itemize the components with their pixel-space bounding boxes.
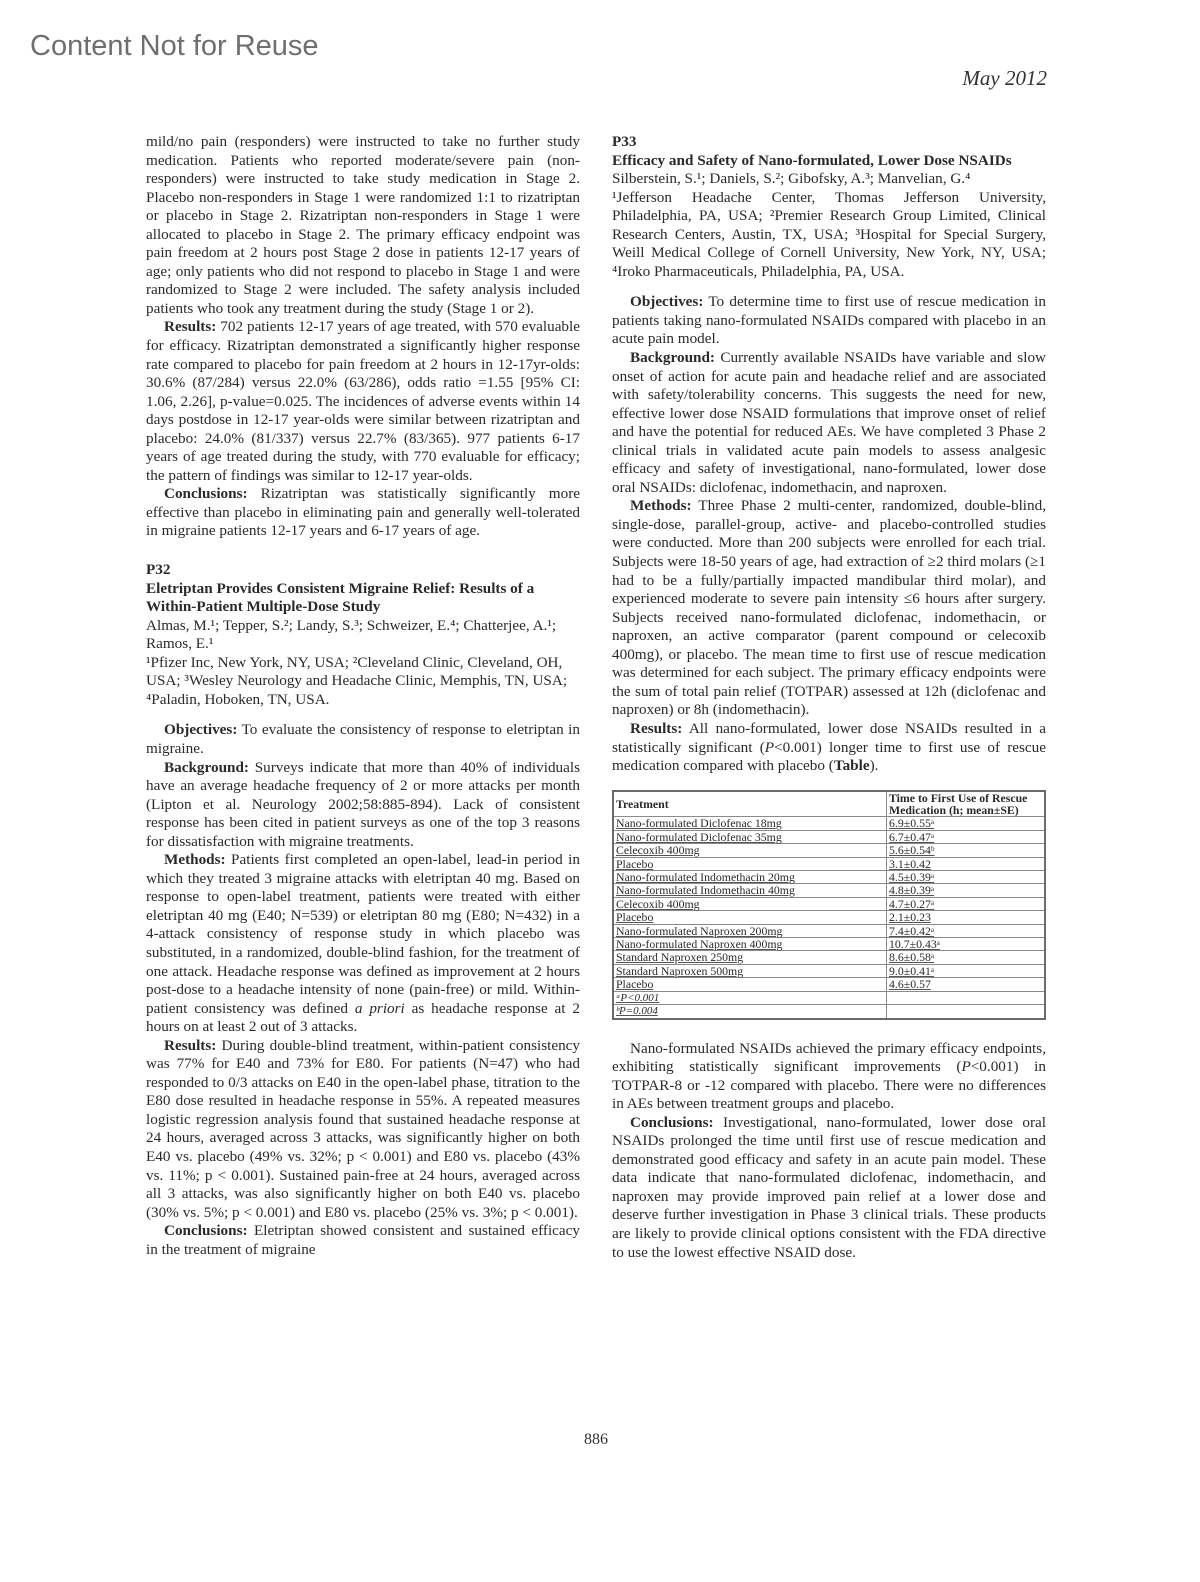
section-heading: Objectives: (164, 721, 238, 739)
abstract-title: Efficacy and Safety of Nano-formulated, Lower Dose NSAIDs (612, 151, 1012, 169)
value-cell: 9.0±0.41ᵃ (887, 964, 1046, 977)
treatment-cell: Placebo (613, 857, 887, 870)
p32-objectives (146, 721, 580, 758)
treatment-cell: Nano-formulated Indomethacin 20mg (613, 871, 887, 884)
italic-text: P (961, 1058, 971, 1076)
p31-methods-continued: mild/no pain (responders) were instructed to take no further study medication. Patients who reported moderate/severe pain (non-responders) were instructed to take study medication in Stage 2. Placebo non-responders in Stage 1 were randomized 1:1 to rizatriptan or placebo in Stage 2. Rizatriptan non-responders in Stage 1 were allocated to placebo in Stage 2. The primary efficacy endpoint was pain freedom at 2 hours post Stage 2 dose in patients 12-17 years of age; only patients who did not respond to placebo in Stage 1 and were randomized to Stage 2 were included. The safety analysis included patients who took any treatment during the study (Stage 1 or 2). (146, 133, 580, 317)
treatment-cell: Standard Naproxen 250mg (613, 951, 887, 964)
body-text: Currently available NSAIDs have variable and slow onset of action for acute pain and headache relief and are associated with safety/tolerability concerns. This suggests the need for new, effective lower dose NSAID formulations that improve onset of relief and have the potential for reduced AEs. We have completed 3 Phase 2 clinical trials in validated acute pain models to assess analgesic efficacy and safety of investigational, nano-formulated, lower dose oral NSAIDs: diclofenac, indomethacin, and naproxen. (612, 349, 1046, 496)
treatment-cell: Nano-formulated Diclofenac 18mg (613, 817, 887, 830)
table-row (613, 871, 1045, 884)
section-heading: Background: (164, 758, 249, 776)
table-header-treatment: Treatment (613, 791, 887, 817)
p33-conclusions (612, 1114, 1046, 1262)
table-row (613, 951, 1045, 964)
value-cell: 5.6±0.54ᵇ (887, 844, 1046, 857)
table-header-time: Time to First Use of Rescue Medication (h; mean±SE) (887, 791, 1046, 817)
table-reference: Table (833, 757, 870, 775)
treatment-cell: Nano-formulated Indomethacin 40mg (613, 884, 887, 897)
value-cell: 4.6±0.57 (887, 978, 1046, 991)
value-cell: 4.5±0.39ᵃ (887, 871, 1046, 884)
body-text: Nano-formulated NSAIDs achieved the primary efficacy endpoints, exhibiting statistically significant improvements ( (612, 1039, 1046, 1076)
body-text: Patients first completed an open-label, lead-in period in which they treated 3 migraine attacks with eletriptan 40 mg. Based on response to open-label treatment, patients were treated with either eletriptan 40 mg (E40; N=539) or eletriptan 80 mg (E80; N=432) in a 4-attack consistency of response study in which placebo was substituted, in a randomized, double-blind fashion, for the treatment of one attack. Headache response was defined as improvement at 2 hours post-dose to a headache intensity of none (pain-free) or mild. Within-patient consistency was defined (146, 851, 580, 1017)
table-row (613, 897, 1045, 910)
table-row (613, 857, 1045, 870)
table-row (613, 830, 1045, 843)
table-row (613, 844, 1045, 857)
body-text: To evaluate the consistency of response to eletriptan in migraine. (146, 721, 580, 757)
body-text: To determine time to first use of rescue medication in patients taking nano-formulated NSAIDs compared with placebo in an acute pain model. (612, 293, 1046, 348)
abstract-authors: Silberstein, S.¹; Daniels, S.²; Gibofsky, A.³; Manvelian, G.⁴ (612, 170, 971, 188)
section-heading: Conclusions: (164, 1222, 248, 1240)
section-heading: Background: (630, 349, 715, 367)
section-heading: Results: (164, 1036, 217, 1054)
abstract-authors: Almas, M.¹; Tepper, S.²; Landy, S.³; Schweizer, E.⁴; Chatterjee, A.¹; Ramos, E.¹ (146, 616, 557, 653)
p33-background (612, 349, 1046, 497)
p32-methods (146, 851, 580, 1036)
treatment-cell: Placebo (613, 978, 887, 991)
table-row (613, 924, 1045, 937)
p32-results (146, 1037, 580, 1222)
body-text: Investigational, nano-formulated, lower dose oral NSAIDs prolonged the time until first use of rescue medication and demonstrated good efficacy and safety in an acute pain model. These data indicate that nano-formulated diclofenac, indomethacin, and naproxen may provide improved pain relief at a lower dose and deserve further investigation in Phase 3 clinical trials. These products are likely to provide clinical options consistent with the FDA directive to use the lowest effective NSAID dose. (612, 1113, 1046, 1261)
p33-results-continued (612, 1040, 1046, 1114)
right-column (612, 133, 1046, 1262)
table-row (613, 964, 1045, 977)
body-text: During double-blind treatment, within-patient consistency was 77% for E40 and 73% for E80. For patients (N=47) who had responded to 0/3 attacks on E40 in the open-label phase, titration to the E80 dose resulted in headache response in 55%. A repeated measures logistic regression analysis found that sustained headache response at 24 hours, averaged across 3 attacks, was significantly higher on both E40 vs. placebo (49% vs. 32%; p < 0.001) and E80 vs. placebo (43% vs. 11%; p < 0.001). Sustained pain-free at 24 hours, averaged across all 3 attacks, was also significantly higher on both E40 vs. placebo (30% vs. 5%; p < 0.001) and E80 vs. placebo (25% vs. 3%; p < 0.001). (146, 1036, 580, 1221)
italic-text: a priori (354, 999, 405, 1017)
treatment-cell: Placebo (613, 911, 887, 924)
value-cell: 10.7±0.43ᵃ (887, 938, 1046, 951)
value-cell: 7.4±0.42ᵃ (887, 924, 1046, 937)
body-text: <0.001) longer time to first use of rescue medication compared with placebo ( (612, 738, 1046, 775)
results-table (612, 790, 1046, 1020)
issue-date: May 2012 (962, 66, 1047, 90)
table-header-row (613, 791, 1045, 817)
abstract-affiliations: ¹Pfizer Inc, New York, NY, USA; ²Cleveland Clinic, Cleveland, OH, USA; ³Wesley Neurology and Headache Clinic, Memphis, TN, USA; ⁴Paladin, Hoboken, TN, USA. (146, 653, 568, 708)
p32-conclusions (146, 1222, 580, 1259)
value-cell: 6.7±0.47ᵃ (887, 830, 1046, 843)
body-text: Three Phase 2 multi-center, randomized, double-blind, single-dose, parallel-group, active- and placebo-controlled studies were conducted. More than 200 subjects were enrolled for each trial. Subjects were 18-50 years of age, had extraction of ≥2 third molars (≥1 had to be a fully/partially impacted mandibular third molar), and experienced moderate to severe pain intensity ≤6 hours after surgery. Subjects received nano-formulated diclofenac, indomethacin, or naproxen, an active comparator (parent compound or celecoxib 400mg), or placebo. The mean time to first use of rescue medication was determined for each subject. The primary efficacy endpoints were the sum of total pain relief (TOTPAR) assessed at 12h (diclofenac and naproxen) or 8h (indomethacin). (612, 497, 1046, 719)
value-cell: 3.1±0.42 (887, 857, 1046, 870)
section-heading: Objectives: (630, 293, 704, 311)
treatment-cell: Standard Naproxen 500mg (613, 964, 887, 977)
watermark: Content Not for Reuse (30, 30, 319, 62)
body-text: 702 patients 12-17 years of age treated, with 570 evaluable for efficacy. Rizatriptan demonstrated a significantly higher response rate compared to placebo for pain freedom at 2 hours in 12-17yr-olds: 30.6% (87/284) versus 22.0% (63/286), odds ratio =1.55 [95% CI: 1.06, 2.26], p-value=0.025. The incidences of adverse events within 14 days postdose in 12-17 year-olds were similar between rizatriptan and placebo: 24.0% (81/337) versus 22.7% (83/365). 977 patients 6-17 years of age treated during the study, with 770 evaluable for efficacy; the pattern of findings was similar to 12-17 year-olds. (146, 318, 580, 484)
p31-results (146, 318, 580, 485)
table-body (613, 817, 1045, 991)
section-heading: Results: (164, 318, 217, 336)
value-cell: 4.8±0.39ᵃ (887, 884, 1046, 897)
table-footnote-row (613, 991, 1045, 1004)
treatment-cell: Celecoxib 400mg (613, 897, 887, 910)
table-row (613, 817, 1045, 830)
table-footnote: ᵇP=0.004 (613, 1005, 887, 1019)
abstract-id: P33 (612, 133, 637, 150)
table-footnote-empty (887, 1005, 1046, 1019)
body-text: <0.001) in TOTPAR-8 or -12 compared with placebo. There were no differences in AEs between treatment groups and placebo. (612, 1058, 1046, 1113)
abstract-title: Eletriptan Provides Consistent Migraine Relief: Results of a Within-Patient Multiple-Dose Study (146, 579, 535, 616)
abstract-affiliations: ¹Jefferson Headache Center, Thomas Jefferson University, Philadelphia, PA, USA; ²Premier Research Group Limited, Clinical Research Centers, Austin, TX, USA; ³Hospital for Special Surgery, Weill Medical College of Cornell University, New York, NY, USA; ⁴Iroko Pharmaceuticals, Philadelphia, PA, USA. (612, 188, 1046, 280)
value-cell: 4.7±0.27ᵃ (887, 897, 1046, 910)
table-row (613, 911, 1045, 924)
section-heading: Results: (630, 719, 683, 737)
p33-results (612, 720, 1046, 776)
section-heading: Conclusions: (164, 485, 248, 503)
page-number: 886 (584, 1431, 608, 1448)
treatment-cell: Celecoxib 400mg (613, 844, 887, 857)
section-heading: Methods: (164, 851, 226, 869)
body-text: All nano-formulated, lower dose NSAIDs resulted in a statistically significant ( (612, 719, 1046, 756)
table-row (613, 978, 1045, 991)
abstract-id: P32 (146, 561, 171, 579)
p33-objectives (612, 293, 1046, 349)
left-column (146, 133, 580, 1259)
table-footnote-row (613, 1005, 1045, 1019)
table-footnote: ᵃP<0.001 (613, 991, 887, 1004)
italic-text: P (764, 738, 775, 756)
body-text: Rizatriptan was statistically significantly more effective than placebo in eliminating pain and generally well-tolerated in migraine patients 12-17 years and 6-17 years of age. (146, 485, 580, 540)
p33-methods (612, 497, 1046, 720)
treatment-cell: Nano-formulated Diclofenac 35mg (613, 830, 887, 843)
table-footnote-empty (887, 991, 1046, 1004)
section-heading: Methods: (630, 497, 692, 515)
treatment-cell: Nano-formulated Naproxen 400mg (613, 938, 887, 951)
table-row (613, 938, 1045, 951)
table-row (613, 884, 1045, 897)
body-text: Eletriptan showed consistent and sustained efficacy in the treatment of migraine (146, 1222, 580, 1258)
value-cell: 8.6±0.58ᵃ (887, 951, 1046, 964)
value-cell: 6.9±0.55ᵃ (887, 817, 1046, 830)
value-cell: 2.1±0.23 (887, 911, 1046, 924)
section-heading: Conclusions: (630, 1113, 714, 1131)
p32-background (146, 759, 580, 852)
p31-conclusions (146, 485, 580, 541)
body-text: ). (869, 757, 879, 775)
treatment-cell: Nano-formulated Naproxen 200mg (613, 924, 887, 937)
body-text: as headache response at 2 hours on at least 2 out of 3 attacks. (146, 999, 580, 1036)
body-text: Surveys indicate that more than 40% of individuals have an average headache frequency of 2 or more attacks per month (Lipton et al. Neurology 2002;58:885-894). Lack of consistent response has been cited in patient surveys as one of the top 3 reasons for dissatisfaction with migraine treatments. (146, 758, 580, 850)
